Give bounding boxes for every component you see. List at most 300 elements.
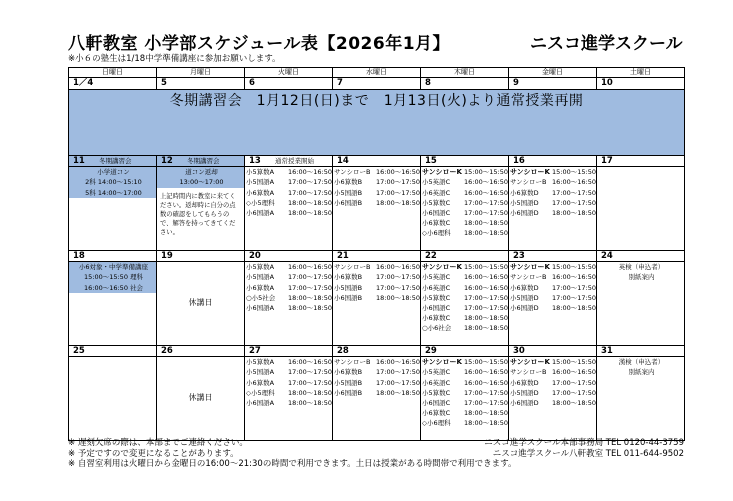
class-name: サンシローB: [334, 168, 371, 177]
date-number: 14: [337, 155, 349, 166]
class-time: 16:00～16:50: [464, 378, 508, 387]
class-time: 16:00～16:50: [552, 178, 596, 187]
week2-dates: [69, 155, 685, 166]
class-name: 小6算数A: [246, 283, 275, 292]
class-name: 小6国語C: [422, 208, 451, 217]
class-name: 小5算数C: [422, 198, 451, 207]
class-time: 17:00～17:50: [552, 188, 596, 197]
day-cell-22: [421, 262, 509, 346]
date-cell: [245, 250, 333, 261]
date-number: 21: [337, 250, 349, 261]
date-number: 8: [425, 78, 431, 89]
class-time: 17:00～17:50: [288, 188, 332, 197]
class-time: 17:00～17:50: [376, 273, 420, 282]
class-name: 小6算数B: [334, 178, 363, 187]
class-time: 17:00～17:50: [376, 283, 420, 292]
class-row: [245, 198, 332, 208]
class-name: 小5国語D: [510, 293, 539, 302]
day-cell-27: [245, 357, 333, 441]
header-note: ※小６の塾生は1/18中学準備講座に参加お願いします。: [68, 54, 281, 64]
class-name: 小6算数D: [510, 378, 539, 387]
weekday-fri: 金曜日: [509, 68, 597, 78]
class-time: 17:00～17:50: [376, 188, 420, 197]
class-time: 16:00～16:50: [552, 273, 596, 282]
day-cell-11: [69, 167, 157, 251]
class-time: 17:00～17:50: [288, 378, 332, 387]
event-line: 13:00～17:00: [179, 178, 224, 187]
day-cell-23: [509, 262, 597, 346]
week4-dates: [69, 345, 685, 356]
date-number: 26: [161, 345, 173, 356]
class-name: 小6国語B: [334, 293, 363, 302]
class-name: 小5算数A: [246, 263, 275, 272]
class-row: [333, 378, 420, 388]
date-cell: [69, 345, 157, 356]
date-cell: [509, 155, 597, 166]
class-time: 16:00～16:50: [464, 368, 508, 377]
school-name: ニスコ進学スクール: [530, 34, 683, 54]
date-cell: [69, 155, 157, 166]
class-name: 小6算数C: [422, 219, 451, 228]
date-number: 19: [161, 250, 173, 261]
class-time: 17:00～17:50: [288, 178, 332, 187]
class-row: [421, 283, 508, 293]
date-cell: [69, 78, 157, 89]
class-time: 16:00～16:50: [464, 283, 508, 292]
class-name: サンシローK: [422, 168, 462, 177]
class-time: 16:00～16:50: [552, 368, 596, 377]
event-instructions: 上記時間内に教室に来てください。返却時に自分の点数の確認をしてもらうので、解答を持ってきてください。: [160, 192, 236, 236]
class-time: 15:00～15:50: [464, 263, 508, 272]
class-row: [421, 228, 508, 238]
class-name: サンシローB: [510, 178, 547, 187]
class-name: サンシローK: [510, 358, 550, 367]
class-time: 17:00～17:50: [464, 208, 508, 217]
date-cell: [421, 155, 509, 166]
day-cell-15: [421, 167, 509, 251]
class-time: 18:00～18:50: [464, 324, 508, 333]
class-row: [509, 177, 596, 187]
date-number: 13: [249, 155, 261, 166]
date-number: 16: [513, 155, 525, 166]
date-number: 23: [513, 250, 525, 261]
class-row: [421, 272, 508, 282]
class-time: 17:00～17:50: [288, 273, 332, 282]
date-cell: [509, 78, 597, 89]
class-row: [509, 272, 596, 282]
class-row: [421, 323, 508, 333]
class-name: 小5算数C: [422, 293, 451, 302]
day-cell-30: [509, 357, 597, 441]
class-name: サンシローK: [422, 358, 462, 367]
class-time: 17:00～17:50: [288, 283, 332, 292]
class-time: 17:00～17:50: [288, 368, 332, 377]
class-row: [245, 357, 332, 367]
class-name: 小6英語C: [422, 188, 451, 197]
class-row: [421, 388, 508, 398]
date-number: 1／4: [73, 78, 94, 89]
class-time: 17:00～17:50: [376, 378, 420, 387]
class-time: 18:00～18:50: [464, 219, 508, 228]
class-row: [333, 262, 420, 272]
class-row: [509, 388, 596, 398]
day-cell-17: [597, 167, 685, 251]
date-cell: [421, 250, 509, 261]
class-time: 17:00～17:50: [376, 178, 420, 187]
class-row: [245, 378, 332, 388]
class-row: [333, 283, 420, 293]
event-line: 別紙案内: [628, 368, 655, 377]
date-cell: [245, 155, 333, 166]
class-row: [333, 388, 420, 398]
class-time: 18:00～18:50: [288, 304, 332, 313]
class-time: 15:00～15:50: [552, 358, 596, 367]
class-name: サンシローK: [510, 263, 550, 272]
class-time: 15:00～15:50: [464, 358, 508, 367]
class-name: 小6国語D: [510, 304, 539, 313]
class-row: [245, 283, 332, 293]
class-row: [421, 177, 508, 187]
week2-body: [69, 167, 685, 251]
footer-note: ※ 予定ですので変更になることがあります。: [68, 448, 239, 459]
date-cell: [597, 250, 685, 261]
date-cell: [333, 250, 421, 261]
class-time: 16:00～16:50: [376, 168, 420, 177]
date-number: 15: [425, 155, 437, 166]
class-name: 小5英語C: [422, 178, 451, 187]
date-cell: [333, 78, 421, 89]
class-row: [333, 293, 420, 303]
class-row: [421, 293, 508, 303]
sanshiro-k-class: [421, 357, 508, 367]
closed-day-label: 休講日: [188, 298, 213, 308]
class-time: 15:00～15:50: [552, 263, 596, 272]
class-name: ◇小5理科: [246, 198, 275, 207]
day-cell-13: [245, 167, 333, 251]
class-name: 小5英語C: [422, 273, 451, 282]
contact-branch: ニスコ進学スクール八軒教室 TEL 011-644-9502: [492, 448, 684, 459]
date-cell: [157, 155, 245, 166]
class-time: 17:00～17:50: [464, 198, 508, 207]
class-time: 17:00～17:50: [552, 293, 596, 302]
footer-note: ※ 遅刻欠席の際は、本部までご連絡ください。: [68, 438, 248, 448]
sanshiro-k-class: [509, 357, 596, 367]
date-tag: 通常授業開始: [275, 156, 314, 165]
class-row: [245, 388, 332, 398]
event-line: 漢検（申込者）: [618, 358, 665, 367]
class-time: 17:00～17:50: [552, 198, 596, 207]
class-time: 18:00～18:50: [552, 399, 596, 408]
class-row: [421, 378, 508, 388]
class-name: サンシローB: [510, 368, 547, 377]
class-row: [421, 208, 508, 218]
page-title: 八軒教室 小学部スケジュール表【2026年1月】: [68, 34, 451, 54]
date-number: 28: [337, 345, 349, 356]
class-time: 18:00～18:50: [288, 198, 332, 207]
class-name: 小6算数B: [334, 273, 363, 282]
class-name: 小6算数A: [246, 188, 275, 197]
class-time: 16:00～16:50: [288, 358, 332, 367]
date-cell: [245, 78, 333, 89]
event-line: 5科 14:00～17:00: [85, 188, 142, 197]
class-name: 小6算数D: [510, 283, 539, 292]
class-name: 小6英語C: [422, 378, 451, 387]
class-name: 小6国語D: [510, 399, 539, 408]
date-tag: 冬期講習会: [187, 156, 220, 165]
class-time: 18:00～18:50: [376, 293, 420, 302]
event-line: 小学道コン: [97, 168, 130, 177]
date-number: 9: [513, 78, 519, 89]
date-number: 10: [601, 78, 613, 89]
class-row: [509, 208, 596, 218]
class-row: [509, 398, 596, 408]
class-row: [333, 272, 420, 282]
class-row: [421, 198, 508, 208]
contact-hq: ニスコ進学スクール本部事務局 TEL 0120-44-3759: [484, 438, 684, 448]
date-cell: [509, 250, 597, 261]
date-cell: [157, 78, 245, 89]
class-time: 16:00～16:50: [288, 168, 332, 177]
date-tag: 冬期講習会: [99, 156, 132, 165]
class-time: 18:00～18:50: [288, 208, 332, 217]
class-time: 15:00～15:50: [464, 168, 508, 177]
class-row: [509, 367, 596, 377]
event-line: 2科 14:00～15:10: [85, 178, 142, 187]
date-cell: [509, 345, 597, 356]
class-row: [509, 198, 596, 208]
class-name: 小5国語D: [510, 388, 539, 397]
date-number: 5: [161, 78, 167, 89]
date-cell: [597, 155, 685, 166]
class-name: 小6国語B: [334, 388, 363, 397]
sanshiro-k-class: [421, 167, 508, 177]
class-time: 18:00～18:50: [464, 314, 508, 323]
winter-session-banner: 冬期講習会 1月12日(日)まで 1月13日(火)より通常授業再開: [69, 89, 685, 155]
class-name: 小5国語B: [334, 283, 363, 292]
class-row: [245, 167, 332, 177]
class-row: [333, 177, 420, 187]
class-row: [509, 303, 596, 313]
weekday-header-row: [69, 68, 685, 78]
class-time: 17:00～17:50: [464, 399, 508, 408]
date-number: 6: [249, 78, 255, 89]
weekday-thu: 木曜日: [421, 68, 509, 78]
class-row: [509, 293, 596, 303]
day-cell-19: [157, 262, 245, 346]
class-row: [333, 188, 420, 198]
date-cell: [333, 155, 421, 166]
class-name: 小5国語A: [246, 178, 275, 187]
class-row: [245, 208, 332, 218]
class-name: 小5国語B: [334, 188, 363, 197]
class-row: [421, 188, 508, 198]
class-name: サンシローK: [510, 168, 550, 177]
week4-body: [69, 357, 685, 441]
class-name: 小6算数B: [334, 368, 363, 377]
closed-day-label: 休講日: [188, 393, 213, 403]
class-row: [421, 408, 508, 418]
class-time: 18:00～18:50: [376, 198, 420, 207]
week3-dates: [69, 250, 685, 261]
class-name: 小6国語C: [422, 399, 451, 408]
date-number: 20: [249, 250, 261, 261]
class-time: 18:00～18:50: [376, 388, 420, 397]
class-name: 小6国語B: [334, 198, 363, 207]
class-time: 16:00～16:50: [464, 178, 508, 187]
class-name: 小6国語A: [246, 304, 275, 313]
day-cell-26: [157, 357, 245, 441]
class-time: 16:00～16:50: [288, 263, 332, 272]
date-number: 24: [601, 250, 613, 261]
date-cell: [421, 78, 509, 89]
date-cell: [333, 345, 421, 356]
week3-body: [69, 262, 685, 346]
date-cell: [421, 345, 509, 356]
class-time: 15:00～15:50: [552, 168, 596, 177]
weekday-wed: 水曜日: [333, 68, 421, 78]
class-time: 17:00～17:50: [464, 304, 508, 313]
day-cell-29: [421, 357, 509, 441]
class-time: 17:00～17:50: [464, 293, 508, 302]
day-cell-20: [245, 262, 333, 346]
class-row: [333, 167, 420, 177]
class-row: [245, 398, 332, 408]
footer-note: ※ 自習室利用は火曜日から金曜日の16:00～21:30の時間で利用できます。土日は授業がある時間帯で利用できます。: [68, 459, 517, 469]
class-row: [509, 188, 596, 198]
class-name: 小5国語A: [246, 273, 275, 282]
class-row: [421, 313, 508, 323]
day-cell-31: [597, 357, 685, 441]
week1-banner-row: [69, 89, 685, 155]
class-time: 16:00～16:50: [464, 273, 508, 282]
class-row: [509, 378, 596, 388]
schedule-calendar: [68, 67, 685, 441]
weekday-mon: 月曜日: [157, 68, 245, 78]
class-time: 16:00～16:50: [376, 263, 420, 272]
class-row: [245, 262, 332, 272]
date-number: 17: [601, 155, 613, 166]
class-row: [509, 283, 596, 293]
class-name: サンシローB: [510, 273, 547, 282]
class-name: 小6算数C: [422, 409, 451, 418]
class-time: 17:00～17:50: [464, 388, 508, 397]
sanshiro-k-class: [509, 262, 596, 272]
class-time: 18:00～18:50: [288, 388, 332, 397]
class-time: 17:00～17:50: [552, 378, 596, 387]
weekday-sat: 土曜日: [597, 68, 685, 78]
class-name: ◇小6理科: [422, 419, 451, 428]
class-name: サンシローK: [422, 263, 462, 272]
class-name: 小6算数A: [246, 378, 275, 387]
class-name: サンシローB: [334, 358, 371, 367]
date-number: 22: [425, 250, 437, 261]
sanshiro-k-class: [509, 167, 596, 177]
week1-dates: [69, 78, 685, 89]
class-row: [245, 293, 332, 303]
date-number: 27: [249, 345, 261, 356]
class-row: [421, 367, 508, 377]
class-name: 小6国語D: [510, 208, 539, 217]
date-number: 18: [73, 250, 85, 261]
day-cell-12: [157, 167, 245, 251]
class-row: [245, 272, 332, 282]
class-row: [245, 177, 332, 187]
class-name: ◇小6理科: [422, 229, 451, 238]
class-time: 18:00～18:50: [464, 419, 508, 428]
class-row: [333, 367, 420, 377]
class-time: 17:00～17:50: [552, 388, 596, 397]
date-cell: [157, 345, 245, 356]
class-name: 小6算数D: [510, 188, 539, 197]
date-number: 11: [73, 155, 85, 166]
event-line: 15:00～15:50 理科: [83, 273, 144, 282]
class-time: 18:00～18:50: [464, 229, 508, 238]
date-cell: [245, 345, 333, 356]
class-name: 小5国語D: [510, 198, 539, 207]
day-cell-24: [597, 262, 685, 346]
date-number: 12: [161, 155, 173, 166]
class-name: 小6国語A: [246, 399, 275, 408]
class-name: 小5国語A: [246, 368, 275, 377]
class-name: 小6英語C: [422, 283, 451, 292]
day-cell-16: [509, 167, 597, 251]
event-line: 別紙案内: [628, 273, 655, 282]
date-number: 29: [425, 345, 437, 356]
day-cell-28: [333, 357, 421, 441]
event-line: 英検（申込者）: [618, 263, 665, 272]
class-name: 小6国語C: [422, 304, 451, 313]
class-row: [245, 303, 332, 313]
class-time: 17:00～17:50: [376, 368, 420, 377]
class-name: 小5英語C: [422, 368, 451, 377]
class-time: 16:00～16:50: [464, 188, 508, 197]
day-cell-14: [333, 167, 421, 251]
class-time: 18:00～18:50: [288, 399, 332, 408]
weekday-tue: 火曜日: [245, 68, 333, 78]
event-line: 小6対象・中学準備講座: [78, 263, 149, 272]
date-cell: [157, 250, 245, 261]
footer-notes: [68, 438, 684, 470]
date-number: 7: [337, 78, 343, 89]
date-cell: [597, 345, 685, 356]
class-row: [421, 398, 508, 408]
class-row: [421, 303, 508, 313]
class-time: 18:00～18:50: [464, 409, 508, 418]
event-line: 16:00～16:50 社会: [83, 283, 144, 292]
class-time: 18:00～18:50: [552, 208, 596, 217]
class-time: 18:00～18:50: [552, 304, 596, 313]
class-row: [421, 218, 508, 228]
class-row: [421, 418, 508, 428]
class-name: ○小5社会: [246, 293, 276, 302]
class-row: [245, 188, 332, 198]
day-cell-18: [69, 262, 157, 346]
class-name: ◇小5理科: [246, 388, 275, 397]
class-name: 小6国語A: [246, 208, 275, 217]
date-number: 25: [73, 345, 85, 356]
class-row: [245, 367, 332, 377]
weekday-sun: 日曜日: [69, 68, 157, 78]
class-time: 16:00～16:50: [376, 358, 420, 367]
class-row: [333, 198, 420, 208]
date-number: 30: [513, 345, 525, 356]
day-cell-21: [333, 262, 421, 346]
class-time: 18:00～18:50: [288, 293, 332, 302]
class-name: 小6算数C: [422, 314, 451, 323]
class-name: 小5国語B: [334, 378, 363, 387]
class-name: ○小6社会: [422, 324, 452, 333]
day-cell-25: [69, 357, 157, 441]
